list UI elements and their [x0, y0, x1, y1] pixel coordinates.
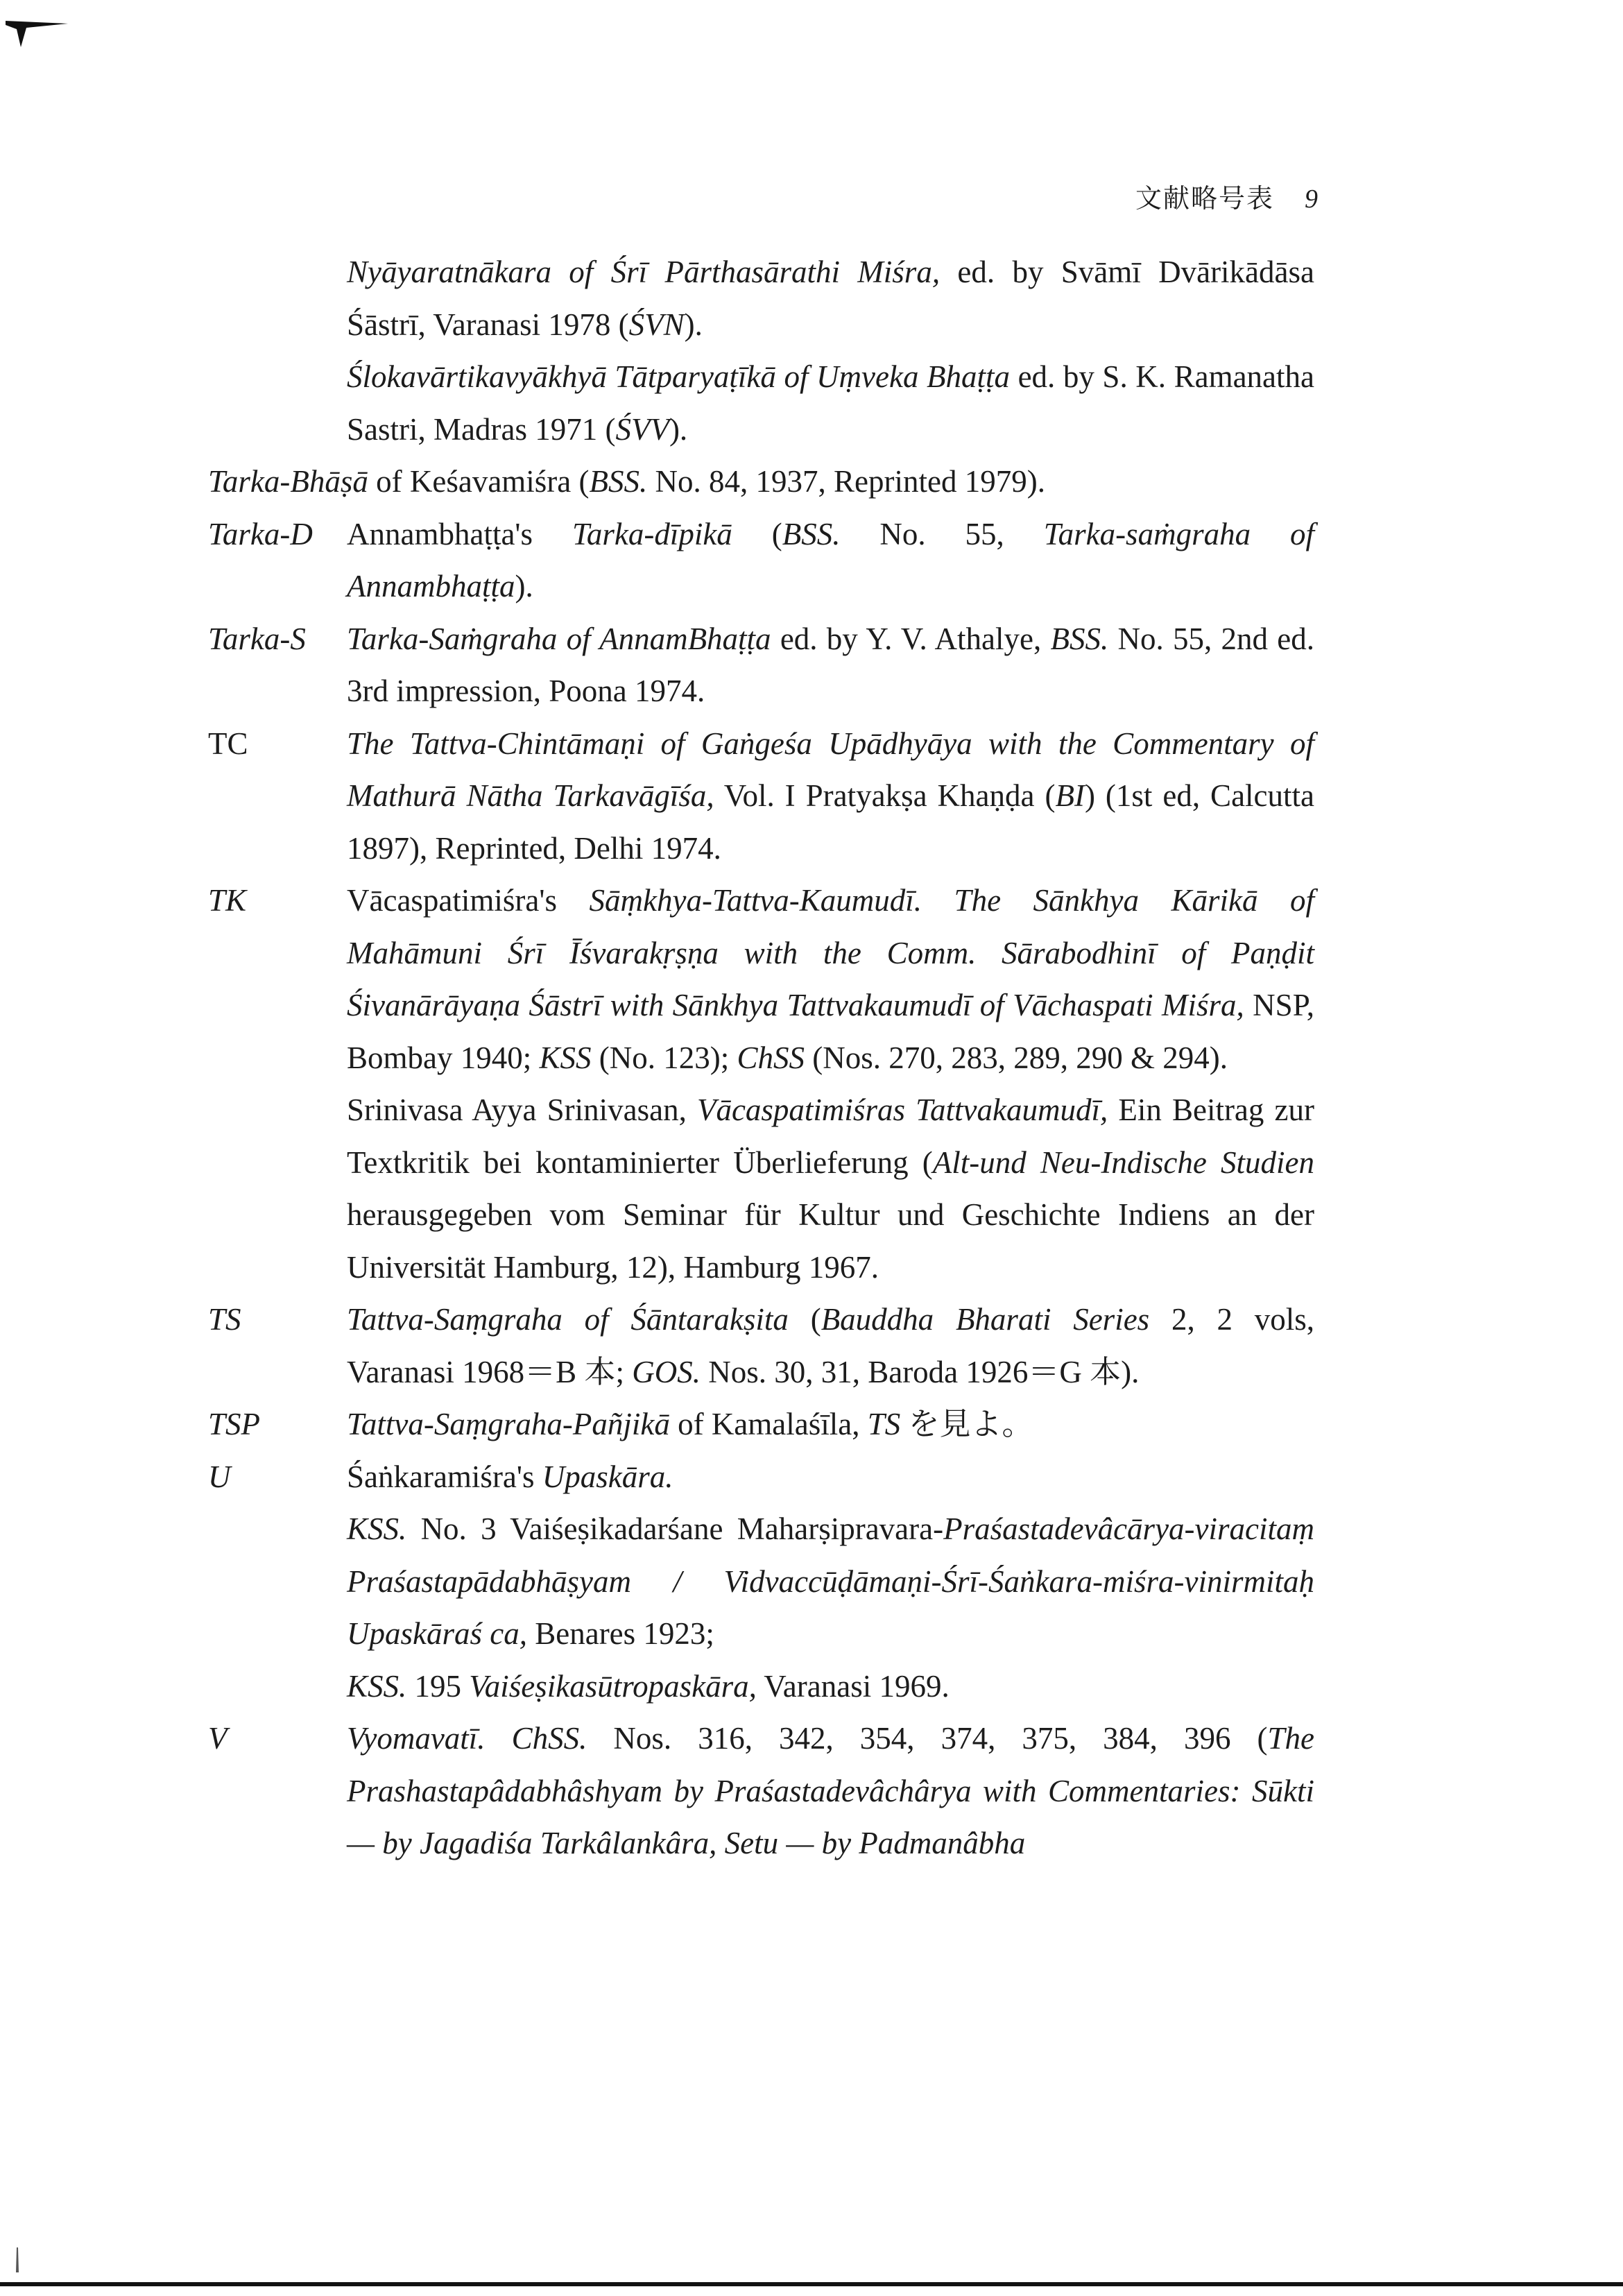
bibliography-entry — [208, 718, 1314, 875]
bibliography-subentry — [347, 1503, 1314, 1661]
entry-text-roman: of Kamalaśīla, — [669, 1407, 868, 1441]
entry-text-italic: Tarka-saṁgraha of Annambhaṭṭa — [347, 516, 1314, 603]
corner-scan-mark — [6, 19, 69, 47]
sub-text-italic: Alt-und Neu-Indische Studien — [932, 1145, 1314, 1180]
sub-text-italic: Praśastadevâcārya-viracitaṃ Praśastapādabhāṣyam / Vidvaccūḍāmaṇi-Śrī-Śaṅkara-miśra-vinirmitaḥ Upaskāraś ca, — [347, 1511, 1314, 1651]
entry-text-italic: Bauddha Bharati Series — [821, 1302, 1150, 1337]
entry-abbreviation: U — [208, 1459, 231, 1494]
entry-description — [347, 1294, 1314, 1398]
bibliography-entry — [208, 613, 1314, 718]
entry-text-italic: The Prashastapâdabhâshyam by Praśastadevâchârya with Commentaries: Sūkti — by Jagadiśa Tarkâlankâra, Setu — by Padmanâbha — [347, 1721, 1314, 1860]
entry-description — [347, 718, 1314, 875]
entry-text-roman: No. 55, — [840, 516, 1044, 551]
entry-text-roman: Nos. 316, 342, 354, 374, 375, 384, 396 ( — [587, 1721, 1268, 1756]
entry-abbreviation: TC — [208, 726, 248, 761]
entry-text-italic: Upaskāra. — [542, 1459, 673, 1494]
bibliography-list — [208, 246, 1314, 1870]
entry-text-roman: ed. by Y. V. Athalye, — [771, 621, 1051, 656]
sub-text-italic: KSS. — [347, 1511, 407, 1546]
sub-text-roman: ed. by S. K. Ramanatha Sastri, Madras 1971 ( — [347, 359, 1314, 447]
entry-text-italic: BI — [1055, 778, 1085, 813]
entry-text-italic: Tarka-dīpikā — [572, 516, 732, 551]
full-text-italic: Tarka-Bhāṣā — [208, 464, 368, 499]
entry-abbreviation: Tarka-S — [208, 621, 306, 656]
entry-text-roman: (No. 123); — [591, 1040, 737, 1075]
entry-text-roman: ( — [732, 516, 782, 551]
entry-text-italic: Tarka-Saṁgraha of AnnamBhaṭṭa — [347, 621, 771, 656]
bibliography-entry — [208, 875, 1314, 1084]
bibliography-subentry — [347, 246, 1314, 351]
entry-text-italic: Tattva-Saṃgraha-Pañjikā — [347, 1407, 670, 1441]
sub-text-roman: Benares 1923; — [526, 1616, 714, 1651]
sub-text-roman: No. 3 Vaiśeṣikadarśane Maharṣipravara- — [406, 1511, 944, 1546]
sub-text-roman: herausgegeben vom Seminar für Kultur und Geschichte Indiens an der Universität Hamburg, 12), Hamburg 1967. — [347, 1197, 1314, 1285]
entry-text-italic: KSS — [539, 1040, 592, 1075]
bibliography-subentry — [347, 1084, 1314, 1294]
entry-text-italic: BSS. — [782, 516, 841, 551]
entry-text-italic: TS — [867, 1407, 901, 1441]
entry-text-roman: Annambhaṭṭa's — [347, 516, 572, 551]
sub-text-roman: ). — [669, 411, 688, 447]
sub-text-roman: ed. by Svāmī Dvārikādāsa Śāstrī, Varanasi 1978 ( — [347, 255, 1314, 342]
entry-text-roman: ( — [788, 1302, 821, 1337]
entry-text-italic: Tattva-Saṃgraha of Śāntarakṣita — [347, 1302, 789, 1337]
sub-text-italic: Vaiśeṣikasūtropaskāra, — [469, 1668, 757, 1704]
bibliography-entry — [208, 508, 1314, 613]
entry-description — [347, 1451, 1314, 1504]
bibliography-subentry — [347, 1661, 1314, 1713]
entry-description — [347, 1398, 1314, 1451]
entry-text-roman: (Nos. 270, 283, 289, 290 & 294). — [805, 1040, 1228, 1075]
margin-scan-mark — [14, 2247, 21, 2272]
entry-abbreviation: TSP — [208, 1407, 261, 1441]
sub-text-italic: ŚVV — [615, 411, 669, 447]
entry-text-roman: No. 55, 2nd ed. 3rd impression, Poona 1974. — [347, 621, 1314, 708]
sub-text-italic: Vācaspatimiśras Tattvakaumudī, — [696, 1093, 1108, 1127]
entry-description — [347, 508, 1314, 613]
entry-text-roman: 2, 2 vols, Varanasi 1968＝B 本; — [347, 1302, 1314, 1389]
entry-text-italic: The Tattva-Chintāmaṇi of Gaṅgeśa Upādhyāya with the Commentary of Mathurā Nātha Tarkavāgīśa, — [347, 726, 1314, 813]
entry-text-roman: ). — [515, 569, 533, 603]
sub-text-roman: 195 — [406, 1668, 470, 1704]
entry-text-roman: Nos. 30, 31, Baroda 1926＝G 本). — [700, 1354, 1140, 1389]
entry-text-roman: ) (1st ed, Calcutta 1897), Reprinted, Delhi 1974. — [347, 778, 1315, 866]
sub-text-italic: Ślokavārtikavyākhyā Tātparyaṭīkā of Uṃveka Bhaṭṭa — [347, 359, 1010, 394]
bibliography-entry — [208, 1294, 1314, 1398]
entry-text-italic: ChSS — [737, 1040, 805, 1075]
entry-text-roman: NSP, Bombay 1940; — [347, 988, 1314, 1075]
full-text-italic: BSS. — [589, 464, 648, 499]
running-header — [1068, 177, 1318, 219]
sub-text-roman: Srinivasa Ayya Srinivasan, — [347, 1093, 697, 1127]
entry-text-italic: Vyomavatī. ChSS. — [347, 1721, 587, 1756]
entry-description — [347, 613, 1314, 718]
entry-description — [347, 1713, 1314, 1870]
bibliography-entry-full — [208, 456, 1314, 508]
header-title: 文献略号表 — [1135, 185, 1274, 214]
entry-abbreviation: Tarka-D — [208, 516, 313, 551]
entry-text-italic: GOS. — [632, 1354, 701, 1389]
page-number: 9 — [1305, 185, 1318, 214]
bibliography-entry — [208, 1451, 1314, 1504]
entry-abbreviation: TK — [208, 883, 247, 918]
sub-text-roman: Ein Beitrag zur Textkritik bei kontaminierter Überlieferung ( — [347, 1093, 1314, 1180]
sub-text-roman: Varanasi 1969. — [756, 1668, 950, 1704]
entry-text-roman: を見よ。 — [900, 1407, 1033, 1441]
entry-text-roman: Vācaspatimiśra's — [347, 883, 590, 918]
entry-abbreviation: TS — [208, 1302, 241, 1337]
full-text-roman: of Keśavamiśra ( — [368, 464, 590, 499]
sub-text-italic: ŚVN — [628, 307, 685, 342]
entry-abbreviation: V — [208, 1721, 227, 1756]
bibliography-entry — [208, 1713, 1314, 1870]
entry-text-italic: BSS. — [1050, 621, 1109, 656]
sub-text-italic: KSS. — [347, 1668, 407, 1704]
sub-text-roman: ). — [684, 307, 703, 342]
sub-text-italic: Nyāyaratnākara of Śrī Pārthasārathi Miśra, — [347, 255, 941, 289]
entry-text-roman: Śaṅkaramiśra's — [347, 1459, 542, 1494]
entry-description — [347, 875, 1314, 1084]
bibliography-entry — [208, 1398, 1314, 1451]
entry-text-roman: Vol. I Pratyakṣa Khaṇḍa ( — [714, 778, 1056, 813]
bibliography-subentry — [347, 351, 1314, 456]
entry-text-italic: Sāṃkhya-Tattva-Kaumudī. The Sānkhya Kārikā of Mahāmuni Śrī Īśvarakṛṣṇa with the Comm. Sārabodhinī of Paṇḍit Śivanārāyaṇa Śāstrī with Sānkhya Tattvakaumudī of Vāchaspati Miśra, — [347, 883, 1314, 1022]
page-bottom-edge — [0, 2282, 1623, 2286]
full-text-roman: No. 84, 1937, Reprinted 1979). — [647, 464, 1045, 499]
